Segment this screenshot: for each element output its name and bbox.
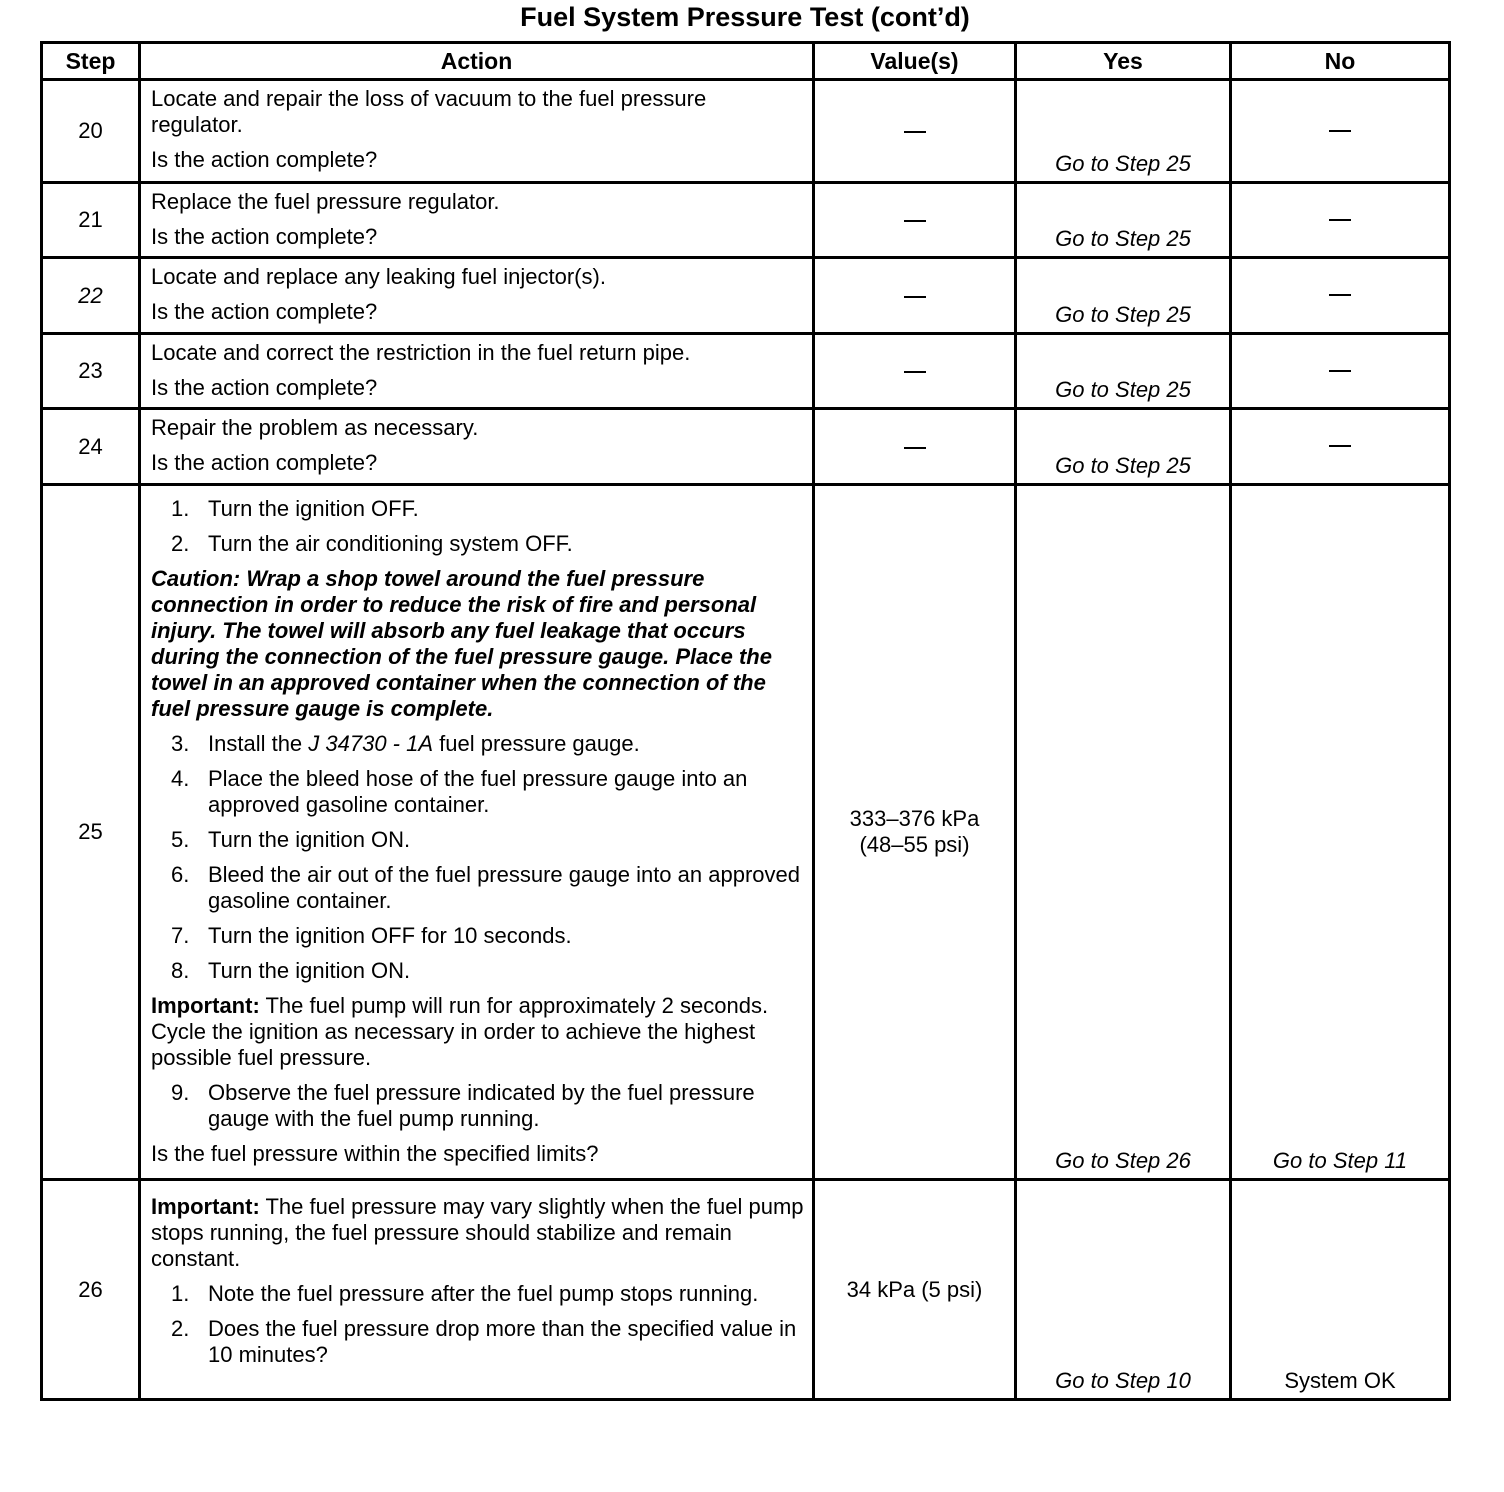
list-item — [151, 731, 804, 757]
dash-mark — [1329, 130, 1351, 132]
no-cell — [1231, 409, 1450, 485]
item-number: 2. — [171, 531, 190, 556]
yes-link[interactable]: Go to Step 25 — [1016, 334, 1231, 409]
item-text: Turn the air conditioning system OFF. — [208, 531, 573, 556]
no-link[interactable]: Go to Step 11 — [1231, 485, 1450, 1180]
no-cell — [1231, 183, 1450, 258]
item-number: 8. — [171, 958, 190, 983]
item-text: Does the fuel pressure drop more than the specified value in 10 minutes? — [208, 1316, 797, 1367]
important-text: The fuel pump will run for approximately 2 seconds. Cycle the ignition as necessary in order to achieve the highest possible fuel pressure. — [151, 993, 769, 1070]
value-kpa: 333–376 kPa — [849, 806, 980, 831]
action-question: Is the action complete? — [151, 450, 378, 475]
action-cell — [140, 334, 814, 409]
item-text: Bleed the air out of the fuel pressure gauge into an approved gasoline container. — [208, 862, 800, 913]
step-number: 25 — [42, 485, 140, 1180]
item-text: Place the bleed hose of the fuel pressure gauge into an approved gasoline container. — [208, 766, 748, 817]
table-row — [42, 485, 1450, 1180]
important-note — [151, 993, 804, 1071]
action-cell — [140, 80, 814, 183]
value-cell — [814, 334, 1016, 409]
step-list — [151, 1080, 804, 1132]
step-number: 26 — [42, 1180, 140, 1400]
header-yes: Yes — [1016, 43, 1231, 80]
list-item — [151, 1281, 804, 1307]
dash-mark — [904, 131, 926, 133]
action-question: Is the fuel pressure within the specified limits? — [151, 1141, 599, 1166]
table-row — [42, 334, 1450, 409]
header-row — [42, 43, 1450, 80]
table-row — [42, 258, 1450, 334]
item-number: 4. — [171, 766, 190, 791]
list-item — [151, 1080, 804, 1132]
yes-link[interactable]: Go to Step 25 — [1016, 183, 1231, 258]
procedure-table — [40, 41, 1451, 1401]
item-text: Turn the ignition ON. — [208, 827, 411, 852]
important-label: Important: — [151, 993, 260, 1018]
tool-number: J 34730 - 1A — [308, 731, 434, 756]
action-cell — [140, 258, 814, 334]
caution-note: Caution: Wrap a shop towel around the fuel pressure connection in order to reduce the risk of fire and personal injury. The towel will absorb any fuel leakage that occurs during the connection of the fuel pressure gauge. Place the towel in an approved container when the connection of the fuel pressure gauge is complete. — [151, 566, 772, 721]
list-item — [151, 1316, 804, 1368]
yes-link[interactable]: Go to Step 26 — [1016, 485, 1231, 1180]
value-cell — [814, 258, 1016, 334]
action-cell — [140, 1180, 814, 1400]
important-text: The fuel pressure may vary slightly when the fuel pump stops running, the fuel pressure should stabilize and remain constant. — [151, 1194, 804, 1271]
step-list — [151, 1281, 804, 1368]
important-note — [151, 1194, 804, 1272]
step-list — [151, 731, 804, 984]
page-title: Fuel System Pressure Test (cont’d) — [520, 2, 970, 32]
item-number: 9. — [171, 1080, 190, 1105]
action-text: Locate and correct the restriction in the fuel return pipe. — [151, 340, 691, 365]
dash-mark — [1329, 294, 1351, 296]
dash-mark — [904, 371, 926, 373]
item-number: 7. — [171, 923, 190, 948]
item-text: fuel pressure gauge. — [433, 731, 640, 756]
step-number: 23 — [42, 334, 140, 409]
header-action: Action — [140, 43, 814, 80]
value-cell — [814, 409, 1016, 485]
item-number: 1. — [171, 1281, 190, 1306]
no-result: System OK — [1231, 1180, 1450, 1400]
dash-mark — [904, 447, 926, 449]
dash-mark — [1329, 445, 1351, 447]
yes-link[interactable]: Go to Step 25 — [1016, 409, 1231, 485]
dash-mark — [904, 220, 926, 222]
action-text: Replace the fuel pressure regulator. — [151, 189, 500, 214]
no-cell — [1231, 334, 1450, 409]
action-text: Repair the problem as necessary. — [151, 415, 479, 440]
no-cell — [1231, 258, 1450, 334]
item-text: Turn the ignition OFF for 10 seconds. — [208, 923, 572, 948]
table-row — [42, 183, 1450, 258]
value-cell — [814, 183, 1016, 258]
header-no: No — [1231, 43, 1450, 80]
dash-mark — [1329, 370, 1351, 372]
action-question: Is the action complete? — [151, 299, 378, 324]
step-number: 24 — [42, 409, 140, 485]
yes-link[interactable]: Go to Step 10 — [1016, 1180, 1231, 1400]
yes-link[interactable]: Go to Step 25 — [1016, 258, 1231, 334]
header-step: Step — [42, 43, 140, 80]
action-cell — [140, 183, 814, 258]
important-label: Important: — [151, 1194, 260, 1219]
list-item — [151, 496, 804, 522]
value-cell — [814, 485, 1016, 1180]
value-psi: (48–55 psi) — [859, 832, 970, 857]
list-item — [151, 862, 804, 914]
list-item — [151, 531, 804, 557]
step-number: 20 — [42, 80, 140, 183]
item-text: Install the — [208, 731, 309, 756]
item-number: 1. — [171, 496, 190, 521]
item-text: Observe the fuel pressure indicated by the fuel pressure gauge with the fuel pump running. — [208, 1080, 755, 1131]
list-item — [151, 958, 804, 984]
item-number: 6. — [171, 862, 190, 887]
action-question: Is the action complete? — [151, 224, 378, 249]
item-number: 2. — [171, 1316, 190, 1341]
value-cell — [814, 80, 1016, 183]
table-row — [42, 409, 1450, 485]
step-list — [151, 496, 804, 557]
item-number: 3. — [171, 731, 190, 756]
dash-mark — [1329, 219, 1351, 221]
action-text: Locate and replace any leaking fuel injector(s). — [151, 264, 606, 289]
action-cell — [140, 409, 814, 485]
no-cell — [1231, 80, 1450, 183]
action-question: Is the action complete? — [151, 375, 378, 400]
action-text: Locate and repair the loss of vacuum to the fuel pressure regulator. — [151, 86, 707, 137]
list-item — [151, 827, 804, 853]
table-row — [42, 80, 1450, 183]
item-text: Turn the ignition ON. — [208, 958, 411, 983]
value-cell: 34 kPa (5 psi) — [814, 1180, 1016, 1400]
step-number: 22 — [42, 258, 140, 334]
action-question: Is the action complete? — [151, 147, 378, 172]
dash-mark — [904, 296, 926, 298]
header-values: Value(s) — [814, 43, 1016, 80]
list-item — [151, 923, 804, 949]
list-item — [151, 766, 804, 818]
item-text: Turn the ignition OFF. — [208, 496, 419, 521]
step-number: 21 — [42, 183, 140, 258]
item-text: Note the fuel pressure after the fuel pump stops running. — [208, 1281, 759, 1306]
yes-link[interactable]: Go to Step 25 — [1016, 80, 1231, 183]
item-number: 5. — [171, 827, 190, 852]
action-cell — [140, 485, 814, 1180]
table-row — [42, 1180, 1450, 1400]
